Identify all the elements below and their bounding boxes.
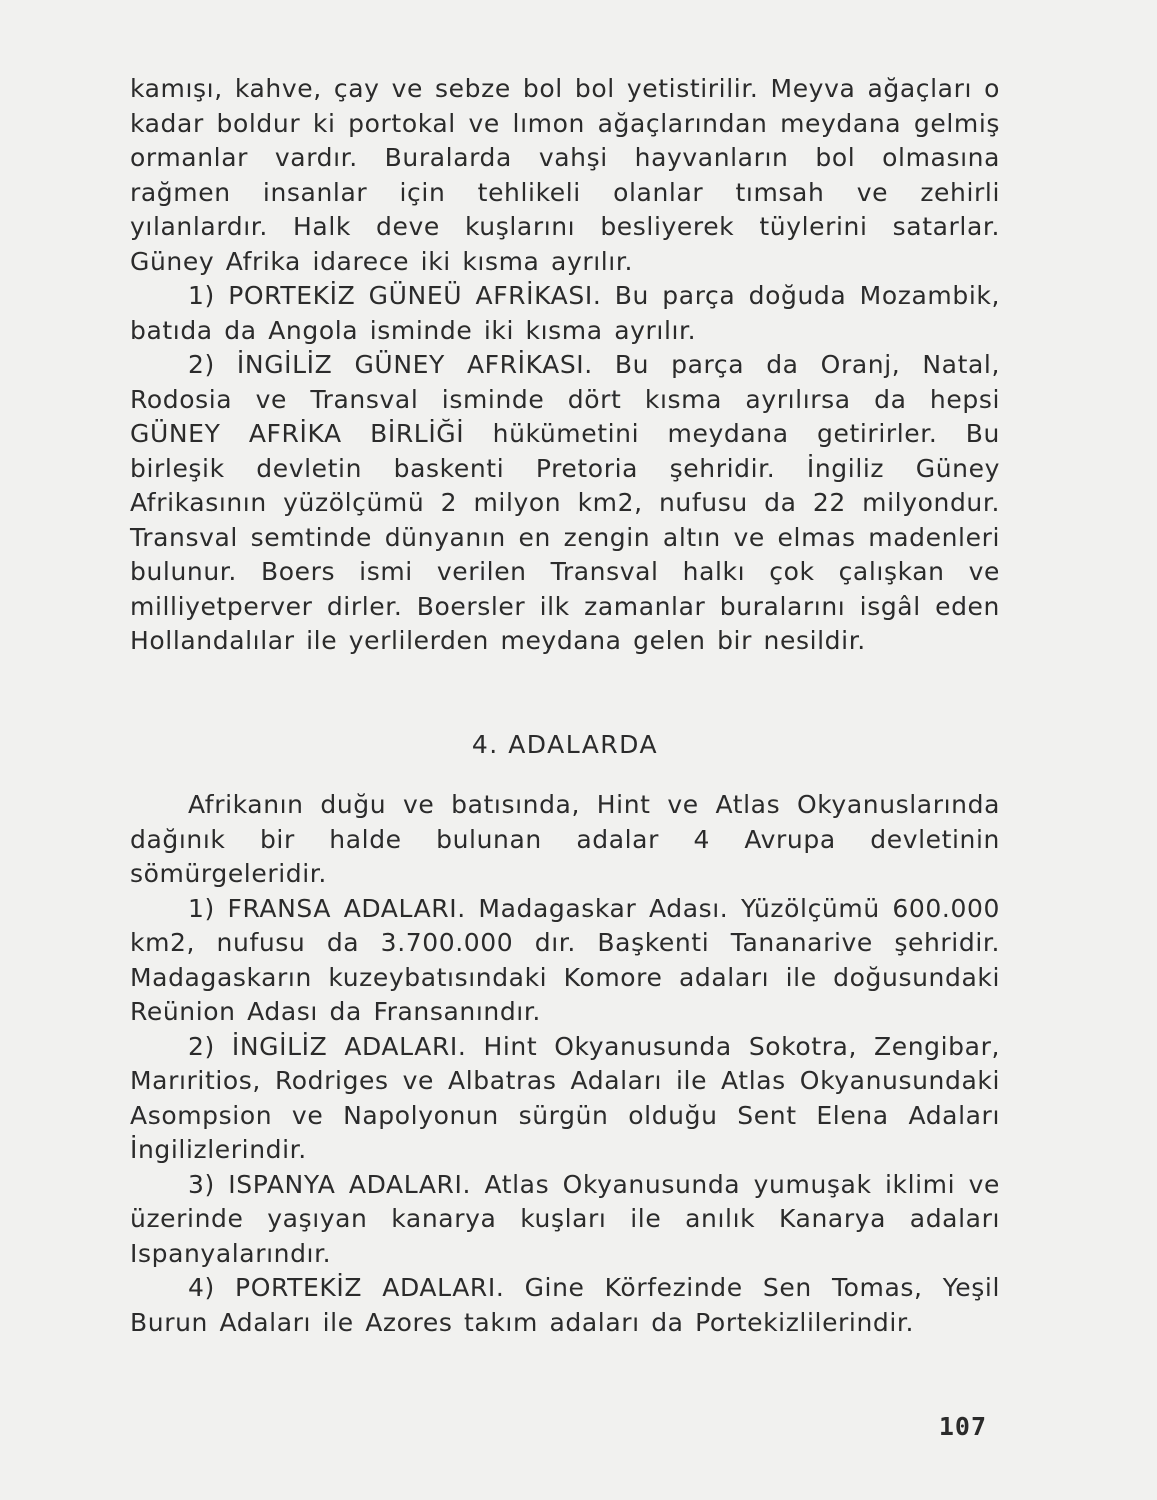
paragraph-ingiliz-adalari: 2) İNGİLİZ ADALARI. Hint Okyanusunda Sokotra, Zengibar, Marıritios, Rodriges ve Albatras Adaları ile Atlas Okyanusundaki Asompsion ve Napolyonun sürgün olduğu Sent Elena Adaları İngilizlerindir. [130, 1031, 1000, 1164]
paragraph-portekiz-adalari: 4) PORTEKİZ ADALARI. Gine Körfezinde Sen Tomas, Yeşil Burun Adaları ile Azores takım adaları da Portekizlilerindir. [130, 1273, 1000, 1337]
section-heading: 4. ADALARDA [471, 730, 659, 759]
paragraph-ingiliz-guney-afrikasi: 2) İNGİLİZ GÜNEY AFRİKASI. Bu parça da Oranj, Natal, Rodosia ve Transval isminde dört kısma ayrılırsa da hepsi GÜNEY AFRİKA BİRLİĞİ hükümetini meydana getirirler. Bu birleşik devletin baskenti Pretoria şehridir. İngiliz Güney Afrikasının yüzölçümü 2 milyon km2, nufusu da 22 milyondur. Transval semtinde dünyanın en zengin altın ve elmas madenleri bulunur. Boers ismi verilen Transval halkı çok çalışkan ve milliyetperver dirler. Boersler ilk zamanlar buralarını isgâl eden Hollandalılar ile yerlilerden meydana gelen bir nesildir. [130, 350, 1000, 655]
paragraph-fransa-adalari: 1) FRANSA ADALARI. Madagaskar Adası. Yüzölçümü 600.000 km2, nufusu da 3.700.000 dır. Başkenti Tananarive şehridir. Madagaskarın kuzeybatısındaki Komore adaları ile doğusundaki Reünion Adası da Fransanındır. [130, 893, 1000, 1026]
paragraph-portekiz-guney-afrikasi: 1) PORTEKİZ GÜNEÜ AFRİKASI. Bu parça doğuda Mozambik, batıda da Angola isminde iki kısma ayrılır. [130, 281, 1000, 345]
top-text-block [130, 72, 1000, 659]
paragraph-ispanya-adalari: 3) ISPANYA ADALARI. Atlas Okyanusunda yumuşak iklimi ve üzerinde yaşıyan kanarya kuşları ile anılık Kanarya adaları Ispanyalarındır. [130, 1169, 1000, 1268]
paragraph-adalar-intro: Afrikanın duğu ve batısında, Hint ve Atlas Okyanuslarında dağınık bir halde bulunan adalar 4 Avrupa devletinin sömürgeleridir. [130, 790, 1000, 888]
bottom-text-block [130, 788, 1000, 1340]
page-number: 107 [938, 1412, 987, 1441]
paragraph-continuation: kamışı, kahve, çay ve sebze bol bol yetistirilir. Meyva ağaçları o kadar boldur ki portokal ve lımon ağaçlarından meydana gelmiş ormanlar vardır. Buralarda vahşi hayvanların bol olmasına rağmen insanlar için tehlikeli olanlar tımsah ve zehirli yılanlardır. Halk deve kuşlarını besliyerek tüylerini satarlar. Güney Afrika idarece iki kısma ayrılır. [130, 74, 1000, 276]
